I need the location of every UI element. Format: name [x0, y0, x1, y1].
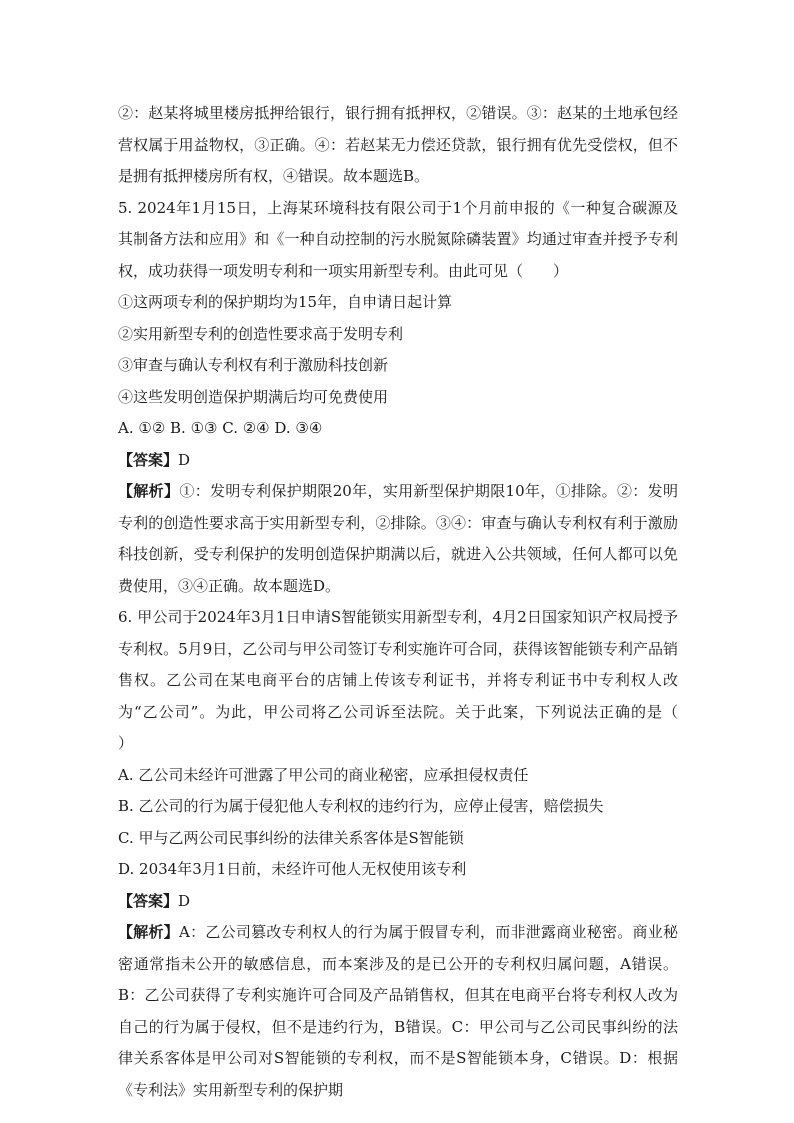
question-6-analysis [118, 917, 678, 1106]
question-6-stem: 6. 甲公司于2024年3月1日申请S智能锁实用新型专利，4月2日国家知识产权局授予专利权。5月9日，乙公司与甲公司签订专利实施许可合同，获得该智能锁专利产品销售权。乙公司在某电商平台的店铺上传该专利证书，并将专利证书中专利权人改为“乙公司”。为此，甲公司将乙公司诉至法院。关于此案，下列说法正确的是（ ） [118, 608, 709, 752]
answer-value: D [178, 891, 191, 910]
analysis-text: ①：发明专利保护期限20年，实用新型保护期限10年，①排除。②：发明专利的创造性要求高于实用新型专利，②排除。③④：审查与确认专利权有利于激励科技创新，受专利保护的发明创造保护期满以后，就进入公共领域，任何人都可以免费使用，③④正确。故本题选D。 [118, 482, 678, 595]
question-5-item-2: ②实用新型专利的创造性要求高于发明专利 [118, 324, 404, 343]
answer-label: 【答案】 [118, 450, 179, 469]
question-6-option-d: D. 2034年3月1日前，未经许可他人无权使用该专利 [118, 860, 467, 878]
question-5-answer [118, 445, 678, 477]
intro-paragraph: ②：赵某将城里楼房抵押给银行，银行拥有抵押权，②错误。③：赵某的土地承包经营权属于用益物权，③正确。④：若赵某无力偿还贷款，银行拥有优先受偿权，但不是拥有抵押楼房所有权，④错误。故本题选B。 [118, 104, 678, 185]
question-5-analysis [118, 476, 678, 602]
question-6-option-a: A. 乙公司未经许可泄露了甲公司的商业秘密，应承担侵权责任 [118, 765, 529, 784]
question-5-item-1: ①这两项专利的保护期均为15年，自申请日起计算 [118, 293, 453, 311]
question-6-answer [118, 886, 678, 918]
question-5-stem: 5. 2024年1月15日，上海某环境科技有限公司于1个月前申报的《一种复合碳源及其制备方法和应用》和《一种自动控制的污水脱氮除磷装置》均通过审查并授予专利权，成功获得一项发明专利和一项实用新型专利。由此可见（ ） [118, 198, 678, 280]
analysis-label: 【解析】 [118, 923, 180, 941]
question-6-option-c: C. 甲与乙两公司民事纠纷的法律关系客体是S智能锁 [118, 828, 464, 847]
analysis-label: 【解析】 [118, 482, 180, 500]
question-6-option-b: B. 乙公司的行为属于侵犯他人专利权的违约行为，应停止侵害，赔偿损失 [118, 797, 604, 815]
analysis-text: A：乙公司篡改专利权人的行为属于假冒专利，而非泄露商业秘密。商业秘密通常指未公开的敏感信息，而本案涉及的是已公开的专利权归属问题，A错误。B：乙公司获得了专利实施许可合同及产品销售权，但其在电商平台将专利权人改为自己的行为属于侵权，但不是违约行为，B错误。C：甲公司与乙公司民事纠纷的法律关系客体是甲公司对S智能锁的专利权，而不是S智能锁本身，C错误。D：根据《专利法》实用新型专利的保护期 [118, 923, 678, 1099]
question-5-item-3: ③审查与确认专利权有利于激励科技创新 [118, 356, 389, 374]
document-body [118, 98, 709, 1106]
answer-value: D [178, 450, 191, 469]
question-5-item-4: ④这些发明创造保护期满后均可免费使用 [118, 387, 389, 406]
question-5-choices: A. ①② B. ①③ C. ②④ D. ③④ [118, 419, 323, 437]
answer-label: 【答案】 [118, 891, 179, 910]
